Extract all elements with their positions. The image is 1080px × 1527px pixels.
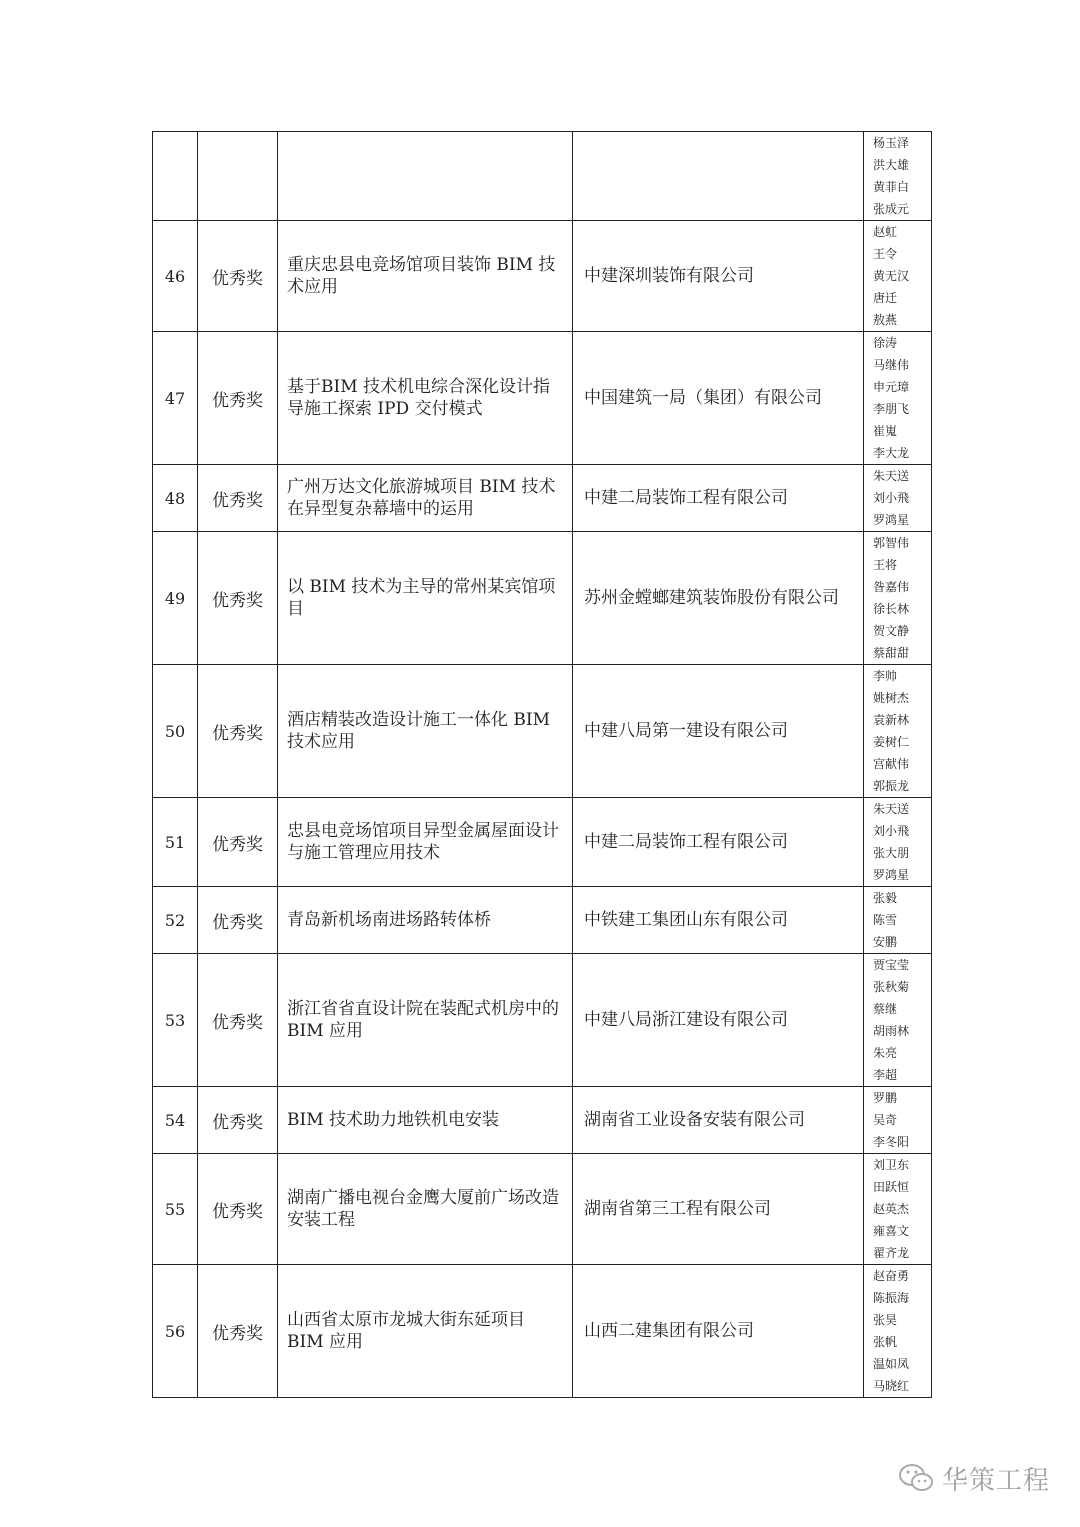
wechat-icon	[898, 1463, 934, 1493]
company-name: 中铁建工集团山东有限公司	[573, 887, 864, 954]
team-members	[864, 1265, 932, 1398]
team-member: 李冬阳	[873, 1135, 910, 1149]
team-member: 罗鸿星	[873, 513, 910, 527]
table-row	[153, 887, 932, 954]
project-name	[278, 132, 573, 221]
team-member: 李超	[873, 1068, 898, 1082]
award-level: 优秀奖	[198, 332, 278, 465]
project-name: 忠县电竞场馆项目异型金属屋面设计与施工管理应用技术	[278, 798, 573, 887]
team-member: 洪大雄	[873, 158, 910, 172]
team-members	[864, 887, 932, 954]
row-number: 47	[153, 332, 198, 465]
team-members	[864, 132, 932, 221]
row-number: 56	[153, 1265, 198, 1398]
team-members	[864, 798, 932, 887]
project-name: 山西省太原市龙城大街东延项目 BIM 应用	[278, 1265, 573, 1398]
team-member: 黄无汉	[873, 269, 910, 283]
table-row	[153, 532, 932, 665]
team-member: 贾宝莹	[873, 958, 910, 972]
team-member: 昝嘉伟	[873, 580, 910, 594]
team-member: 唐迁	[873, 291, 898, 305]
company-name: 中建二局装饰工程有限公司	[573, 798, 864, 887]
row-number: 49	[153, 532, 198, 665]
table-row	[153, 665, 932, 798]
award-table	[152, 131, 932, 1398]
team-member: 郭智伟	[873, 536, 910, 550]
team-member: 王令	[873, 247, 898, 261]
team-member: 徐长林	[873, 602, 910, 616]
award-level: 优秀奖	[198, 465, 278, 532]
company-name: 苏州金螳螂建筑装饰股份有限公司	[573, 532, 864, 665]
team-member: 安鹏	[873, 935, 898, 949]
project-name: BIM 技术助力地铁机电安装	[278, 1087, 573, 1154]
watermark	[898, 1458, 1050, 1498]
award-level: 优秀奖	[198, 1154, 278, 1265]
row-number: 48	[153, 465, 198, 532]
project-name: 浙江省省直设计院在装配式机房中的 BIM 应用	[278, 954, 573, 1087]
company-name: 中国建筑一局（集团）有限公司	[573, 332, 864, 465]
team-member: 徐涛	[873, 336, 898, 350]
company-name: 中建二局装饰工程有限公司	[573, 465, 864, 532]
company-name	[573, 132, 864, 221]
team-member: 雍喜文	[873, 1224, 910, 1238]
row-number: 51	[153, 798, 198, 887]
team-member: 张成元	[873, 202, 910, 216]
team-member: 张昊	[873, 1313, 898, 1327]
team-member: 罗鹏	[873, 1091, 898, 1105]
team-member: 陈振海	[873, 1291, 910, 1305]
row-number	[153, 132, 198, 221]
team-member: 罗鸿星	[873, 868, 910, 882]
team-member: 赵虹	[873, 225, 898, 239]
team-member: 李朋飞	[873, 402, 910, 416]
team-member: 姚树杰	[873, 691, 910, 705]
team-member: 田跃恒	[873, 1180, 910, 1194]
table-row	[153, 954, 932, 1087]
project-name: 湖南广播电视台金鹰大厦前广场改造安装工程	[278, 1154, 573, 1265]
team-member: 杨玉泽	[873, 136, 910, 150]
company-name: 中建八局浙江建设有限公司	[573, 954, 864, 1087]
table-row	[153, 1154, 932, 1265]
row-number: 50	[153, 665, 198, 798]
team-member: 袁新林	[873, 713, 910, 727]
team-member: 刘卫东	[873, 1158, 910, 1172]
project-name: 青岛新机场南进场路转体桥	[278, 887, 573, 954]
team-member: 郭振龙	[873, 779, 910, 793]
table-row	[153, 1265, 932, 1398]
team-member: 马晓红	[873, 1379, 910, 1393]
award-level: 优秀奖	[198, 221, 278, 332]
team-members	[864, 1087, 932, 1154]
team-member: 胡雨林	[873, 1024, 910, 1038]
team-member: 敖燕	[873, 313, 898, 327]
team-member: 赵英杰	[873, 1202, 910, 1216]
team-member: 贺文静	[873, 624, 910, 638]
team-members	[864, 665, 932, 798]
company-name: 中建八局第一建设有限公司	[573, 665, 864, 798]
project-name: 酒店精装改造设计施工一体化 BIM 技术应用	[278, 665, 573, 798]
team-member: 张大朋	[873, 846, 910, 860]
team-member: 宫献伟	[873, 757, 910, 771]
watermark-text: 华策工程	[942, 1465, 1051, 1496]
team-member: 陈雪	[873, 913, 898, 927]
team-member: 张毅	[873, 891, 898, 905]
award-level: 优秀奖	[198, 665, 278, 798]
row-number: 46	[153, 221, 198, 332]
award-level	[198, 132, 278, 221]
team-member: 李大龙	[873, 446, 910, 460]
row-number: 54	[153, 1087, 198, 1154]
team-member: 张秋菊	[873, 980, 910, 994]
company-name: 湖南省第三工程有限公司	[573, 1154, 864, 1265]
team-member: 朱天送	[873, 802, 910, 816]
team-member: 蔡继	[873, 1002, 898, 1016]
team-member: 温如凤	[873, 1357, 910, 1371]
award-level: 优秀奖	[198, 954, 278, 1087]
team-members	[864, 465, 932, 532]
award-level: 优秀奖	[198, 1087, 278, 1154]
award-level: 优秀奖	[198, 798, 278, 887]
team-members	[864, 221, 932, 332]
table-row	[153, 465, 932, 532]
team-members	[864, 954, 932, 1087]
team-member: 姜树仁	[873, 735, 910, 749]
team-member: 朱天送	[873, 469, 910, 483]
team-member: 黄菲白	[873, 180, 910, 194]
team-member: 蔡甜甜	[873, 646, 910, 660]
row-number: 53	[153, 954, 198, 1087]
team-member: 崔嵬	[873, 424, 898, 438]
project-name: 广州万达文化旅游城项目 BIM 技术在异型复杂幕墙中的运用	[278, 465, 573, 532]
award-table-body	[153, 132, 932, 1398]
award-level: 优秀奖	[198, 887, 278, 954]
team-member: 刘小飛	[873, 491, 910, 505]
row-number: 55	[153, 1154, 198, 1265]
team-member: 申元璋	[873, 380, 910, 394]
team-member: 王将	[873, 558, 898, 572]
table-row	[153, 1087, 932, 1154]
company-name: 山西二建集团有限公司	[573, 1265, 864, 1398]
award-level: 优秀奖	[198, 532, 278, 665]
team-members	[864, 532, 932, 665]
team-member: 朱亮	[873, 1046, 898, 1060]
team-member: 刘小飛	[873, 824, 910, 838]
team-member: 马继伟	[873, 358, 910, 372]
award-level: 优秀奖	[198, 1265, 278, 1398]
project-name: 以 BIM 技术为主导的常州某宾馆项目	[278, 532, 573, 665]
table-row	[153, 332, 932, 465]
team-member: 赵奋勇	[873, 1269, 910, 1283]
team-members	[864, 332, 932, 465]
team-members	[864, 1154, 932, 1265]
team-member: 李帅	[873, 669, 898, 683]
team-member: 张帆	[873, 1335, 898, 1349]
company-name: 中建深圳装饰有限公司	[573, 221, 864, 332]
table-row	[153, 221, 932, 332]
row-number: 52	[153, 887, 198, 954]
project-name: 基于BIM 技术机电综合深化设计指导施工探索 IPD 交付模式	[278, 332, 573, 465]
team-member: 翟齐龙	[873, 1246, 910, 1260]
table-row	[153, 798, 932, 887]
project-name: 重庆忠县电竞场馆项目装饰 BIM 技术应用	[278, 221, 573, 332]
team-member: 吴奇	[873, 1113, 898, 1127]
company-name: 湖南省工业设备安装有限公司	[573, 1087, 864, 1154]
table-row	[153, 132, 932, 221]
